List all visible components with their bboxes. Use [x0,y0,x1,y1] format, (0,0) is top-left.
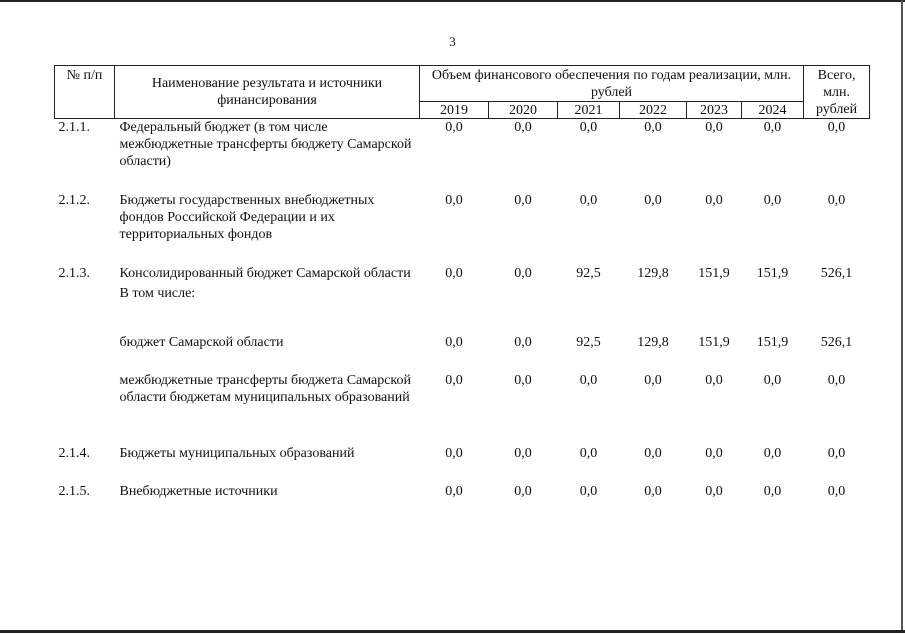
header-year: 2022 [620,102,687,119]
table-row [55,334,870,372]
value-2020: 0,0 [514,192,532,208]
value-2024: 0,0 [763,120,782,135]
row-name [115,192,420,265]
value-2020: 0,0 [514,120,532,135]
value-2019: 0,0 [445,265,463,281]
value-2022: 0,0 [644,483,662,499]
value-2019: 0,0 [445,372,463,388]
header-year: 2019 [420,102,489,119]
value-2021: 0,0 [579,445,598,461]
value-2023: 0,0 [705,192,723,208]
value-2022: 0,0 [644,120,662,135]
value-2021: 92,5 [576,265,601,281]
row-code [55,334,115,372]
value-2020: 0,0 [514,483,532,499]
value-2023: 151,9 [698,265,730,281]
value-2022: 0,0 [644,192,662,208]
row-name-text: бюджет Самарской области [119,334,284,350]
row-name [115,119,420,192]
header-year: 2021 [558,102,620,119]
value-2020: 0,0 [514,265,532,281]
value-2021: 92,5 [576,334,601,350]
row-code: 2.1.4. [58,445,90,461]
value-2023: 0,0 [705,483,723,499]
row-name [115,445,420,483]
value-2019: 0,0 [445,192,463,208]
page-number: 3 [449,34,456,49]
value-2024: 0,0 [763,445,782,461]
value-total: 0,0 [827,120,846,135]
table-row [55,119,870,192]
header-number: № п/п [55,66,115,119]
header-name: Наименование результата и источники финансирования [115,66,420,119]
page-right-border [901,0,903,633]
value-2023: 0,0 [705,445,723,461]
value-2022: 0,0 [644,372,662,388]
value-2024: 0,0 [763,483,782,499]
value-2022: 0,0 [644,445,662,461]
value-2023: 0,0 [705,372,723,388]
row-name-text: Внебюджетные источники [119,483,278,499]
row-name [115,372,420,445]
page-bottom-border [0,630,905,633]
row-name [115,334,420,372]
value-total: 526,1 [820,265,853,281]
header-year: 2024 [742,102,804,119]
table-row [55,265,870,334]
value-total: 0,0 [827,192,846,208]
value-2019: 0,0 [445,483,463,499]
row-code: 2.1.5. [58,483,90,499]
value-2024: 0,0 [763,372,782,388]
value-2022: 129,8 [637,265,669,281]
value-2024: 151,9 [756,265,789,281]
page-top-border [0,0,905,2]
row-name-text: Бюджеты муниципальных образований [119,445,355,461]
value-2022: 129,8 [637,334,669,350]
table-header [55,66,870,119]
table-body [55,119,870,513]
value-2020: 0,0 [514,445,532,461]
row-code: 2.1.2. [58,192,90,208]
row-name [115,483,420,513]
value-2021: 0,0 [579,120,598,135]
table-row [55,483,870,513]
value-2020: 0,0 [514,372,532,388]
row-sub-label: В том числе: [119,285,196,301]
value-2023: 151,9 [698,334,730,350]
financing-table [54,65,870,513]
row-code: 2.1.3. [58,265,90,281]
row-name-text: Консолидированный бюджет Самарской области [119,265,411,281]
row-name-text: Бюджеты государственных внебюджетных фондов Российской Федерации и их территориальных фондов [119,192,375,242]
table-row [55,445,870,483]
value-2023: 0,0 [705,120,723,135]
value-2021: 0,0 [579,483,598,499]
value-2019: 0,0 [445,445,463,461]
value-total: 0,0 [827,445,846,461]
value-2021: 0,0 [579,192,598,208]
value-2024: 0,0 [763,192,782,208]
value-2019: 0,0 [445,334,463,350]
value-2024: 151,9 [756,334,789,350]
header-year: 2020 [489,102,558,119]
value-total: 526,1 [820,334,853,350]
table-row [55,192,870,265]
value-total: 0,0 [827,483,846,499]
value-2019: 0,0 [445,120,463,135]
row-name [115,265,420,334]
value-2020: 0,0 [514,334,532,350]
value-total: 0,0 [827,372,846,388]
row-name-text: межбюджетные трансферты бюджета Самарской области бюджетам муниципальных образований [119,372,412,405]
row-code [55,372,115,445]
row-name-text: Федеральный бюджет (в том числе межбюджетные трансферты бюджету Самарской области) [119,120,412,169]
row-code: 2.1.1. [58,120,90,135]
header-volume: Объем финансового обеспечения по годам реализации, млн. рублей [420,66,804,102]
header-year: 2023 [687,102,742,119]
header-total: Всего, млн. рублей [804,66,870,119]
value-2021: 0,0 [579,372,598,388]
table-row [55,372,870,445]
